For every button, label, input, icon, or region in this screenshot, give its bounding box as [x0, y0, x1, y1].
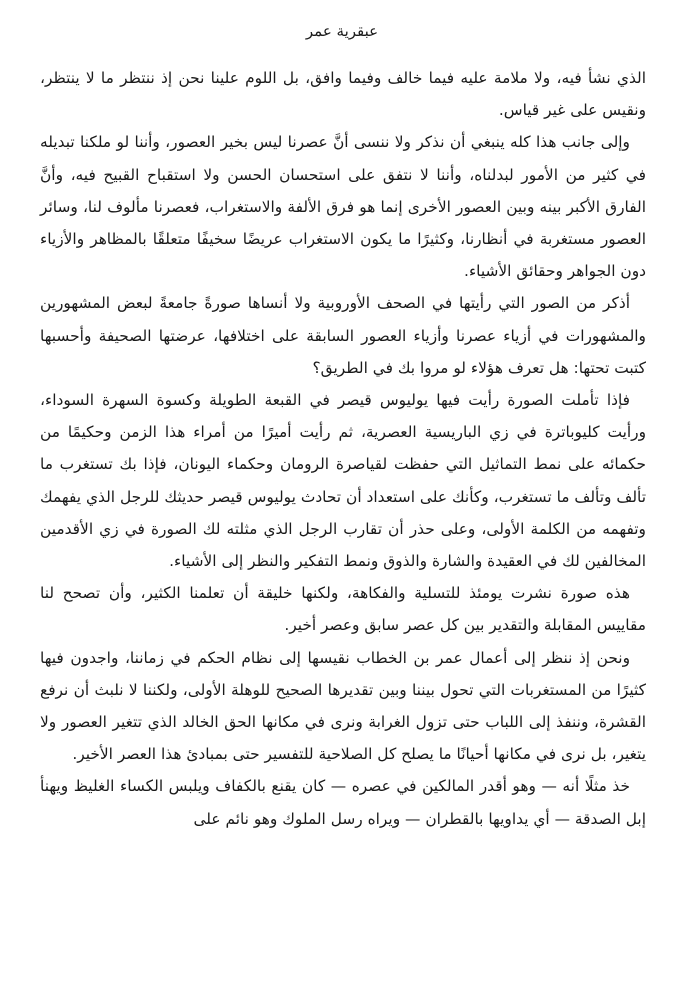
paragraph-7: خذ مثلًا أنه — وهو أقدر المالكين في عصره — كان يقنع بالكفاف ويلبس الكساء الغليظ ويهنأ إبل الصدقة — أي يداويها بالقطران — ويراه رسل الملوك وهو نائم على — [40, 777, 646, 828]
paragraph-4: فإذا تأملت الصورة رأيت فيها يوليوس قيصر في القبعة الطويلة وكسوة السهرة السوداء، ورأيت كليوباترة في زي الباريسية العصرية، ثم رأيت أميرًا من أمراء هذا الزمن وحكيمًا من حكمائه على نمط التماثيل التي حفظت لقياصرة الرومان وحكماء اليونان، فإذا بك تستغرب ما تألف وتألف ما تستغرب، وكأنك على استعداد أن تحادث يوليوس قيصر حديثك للرجل الذي يفهمك وتفهمه من الكلمة الأولى، وعلى حذر أن تقارب الرجل الذي مثلته لك الصورة في زي الأقدمين المخالفين لك في العقيدة والشارة والذوق ونمط التفكير والنظر إلى الأشياء. — [40, 391, 646, 571]
paragraph-1: الذي نشأ فيه، ولا ملامة عليه فيما خالف وفيما وافق، بل اللوم علينا نحن إذ ننتظر ما لا ينتظر، ونقيس على غير قياس. — [40, 69, 646, 120]
paragraph-6: ونحن إذ ننظر إلى أعمال عمر بن الخطاب نقيسها إلى نظام الحكم في زماننا، واجدون فيها كثيرًا من المستغربات التي تحول بيننا وبين تقديرها الصحيح للوهلة الأولى، ولكننا لا نلبث أن نرفع القشرة، وننفذ إلى اللباب حتى تزول الغرابة ونرى في مكانها الحق الخالد الذي تتغير العصور ولا يتغير، بل نرى في مكانها أحيانًا ما يصلح كل الصلاحية للتفسير حتى بمبادئ هذا العصر الأخير. — [40, 648, 646, 764]
paragraph-3: أذكر من الصور التي رأيتها في الصحف الأوروبية ولا أنساها صورةً جامعةً لبعض المشهورين والمشهورات في أزياء عصرنا وأزياء العصور السابقة على اختلافها، عرضتها الصحيفة وأحسبها كتبت تحتها: هل تعرف هؤلاء لو مروا بك في الطريق؟ — [40, 294, 646, 377]
running-title: عبقرية عمر — [305, 22, 379, 40]
paragraph-5: هذه صورة نشرت يومئذ للتسلية والفكاهة، ولكنها خليقة أن تعلمنا الكثير، وأن تصحح لنا مقاييس المقابلة والتقدير بين كل عصر سابق وعصر أخير. — [40, 584, 646, 635]
paragraph-2: وإلى جانب هذا كله ينبغي أن نذكر ولا ننسى أنَّ عصرنا ليس بخير العصور، وأننا لو ملكنا تبديله في كثير من الأمور لبدلناه، وأننا لا نتفق على استحسان الحسن ولا استقباح القبيح فيه، وأنَّ الفارق الأكبر بينه وبين العصور الأخرى إنما هو فرق الألفة والاستغراب، فعصرنا مألوف لنا، وسائر العصور مستغربة في أنظارنا، وكثيرًا ما يكون الاستغراب عريضًا سخيفًا متعلقًا بالمظاهر والأزياء دون الجواهر وحقائق الأشياء. — [40, 133, 646, 281]
page-body — [40, 62, 646, 835]
